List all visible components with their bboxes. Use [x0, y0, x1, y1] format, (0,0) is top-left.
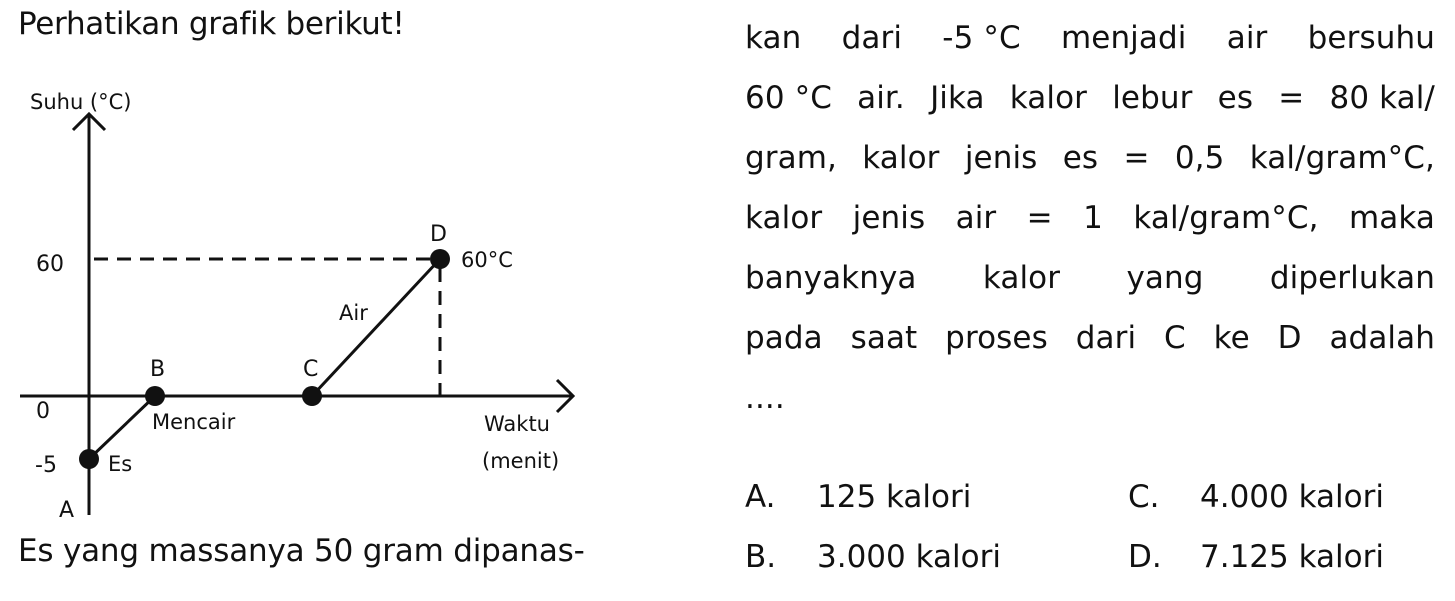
option-b — [745, 535, 1001, 579]
segment-ice-heating — [89, 396, 155, 459]
stem-word: Jika — [930, 80, 985, 116]
stem-word: yang — [1126, 260, 1204, 296]
stem-word: kan — [745, 20, 802, 56]
stem-word: gram, — [745, 140, 837, 176]
stem-word: air. — [857, 80, 905, 116]
point-a — [79, 449, 99, 469]
origin-label: 0 — [36, 399, 50, 424]
stem-word: D — [1277, 320, 1302, 356]
stem-word: maka — [1348, 200, 1435, 236]
option-letter: D. — [1128, 539, 1162, 575]
stem-word: jenis — [852, 200, 926, 236]
option-text: 125 kalori — [817, 479, 972, 515]
option-text: 3.000 kalori — [817, 539, 1001, 575]
stem-word: es — [1217, 80, 1254, 116]
stem-word: = — [1026, 200, 1053, 236]
stem-line — [745, 188, 1435, 248]
stem-word: kal/gram°C, — [1133, 200, 1319, 236]
point-b — [145, 386, 165, 406]
stem-word: kalor — [1009, 80, 1088, 116]
stem-word: 1 — [1083, 200, 1103, 236]
stem-word: es — [1062, 140, 1099, 176]
segment-label-water: Air — [339, 301, 368, 325]
option-letter: A. — [745, 479, 776, 515]
stem-word: proses — [945, 320, 1048, 356]
segment-label-ice: Es — [108, 452, 133, 476]
tick-label-60: 60 — [36, 252, 64, 277]
stem-word: C — [1164, 320, 1186, 356]
option-a — [745, 475, 971, 519]
question-stem-start: Es yang massanya 50 gram dipanas- — [18, 533, 585, 569]
stem-word: 0,5 — [1174, 140, 1225, 176]
question-heading: Perhatikan grafik berikut! — [18, 6, 405, 42]
stem-word: ke — [1213, 320, 1250, 356]
option-text: 7.125 kalori — [1200, 539, 1384, 575]
stem-line — [745, 8, 1435, 68]
stem-word: lebur — [1112, 80, 1193, 116]
option-c — [1128, 475, 1384, 519]
stem-line — [745, 368, 1435, 428]
option-d — [1128, 535, 1384, 579]
heating-graph — [0, 0, 700, 530]
point-d-value-label: 60°C — [461, 248, 513, 272]
stem-ellipsis: .... — [745, 380, 785, 416]
stem-line — [745, 248, 1435, 308]
segment-water-heating — [312, 259, 440, 396]
stem-word: dari — [841, 20, 903, 56]
stem-word: kalor — [862, 140, 940, 176]
stem-word: 60 °C — [745, 80, 832, 116]
stem-line — [745, 308, 1435, 368]
point-label-b: B — [150, 357, 166, 382]
stem-word: = — [1278, 80, 1305, 116]
stem-word: -5 °C — [942, 20, 1021, 56]
option-letter: C. — [1128, 479, 1160, 515]
stem-word: air — [955, 200, 997, 236]
stem-word: dari — [1075, 320, 1137, 356]
segment-label-melting: Mencair — [152, 410, 236, 434]
stem-word: pada — [745, 320, 823, 356]
stem-word: saat — [850, 320, 918, 356]
x-axis-label-line2: (menit) — [482, 449, 560, 473]
x-axis-label-line1: Waktu — [484, 412, 550, 436]
point-label-c: C — [303, 357, 319, 382]
stem-word: kalor — [745, 200, 823, 236]
stem-word: diperlukan — [1269, 260, 1435, 296]
option-text: 4.000 kalori — [1200, 479, 1384, 515]
stem-word: kalor — [982, 260, 1061, 296]
stem-word: kal/gram°C, — [1249, 140, 1435, 176]
option-letter: B. — [745, 539, 777, 575]
stem-line — [745, 68, 1435, 128]
tick-label-minus5: -5 — [35, 453, 57, 478]
stem-line — [745, 128, 1435, 188]
stem-word: banyaknya — [745, 260, 917, 296]
question-stem-continued — [745, 8, 1435, 428]
stem-word: bersuhu — [1307, 20, 1435, 56]
stem-word: adalah — [1329, 320, 1435, 356]
point-c — [302, 386, 322, 406]
point-label-d: D — [430, 222, 447, 247]
point-d — [430, 249, 450, 269]
stem-word: menjadi — [1060, 20, 1187, 56]
stem-word: jenis — [964, 140, 1038, 176]
stem-word: = — [1123, 140, 1150, 176]
stem-word: 80 kal/ — [1329, 80, 1435, 116]
point-label-a: A — [59, 498, 75, 523]
y-axis-label: Suhu (°C) — [30, 90, 132, 114]
stem-word: air — [1226, 20, 1268, 56]
